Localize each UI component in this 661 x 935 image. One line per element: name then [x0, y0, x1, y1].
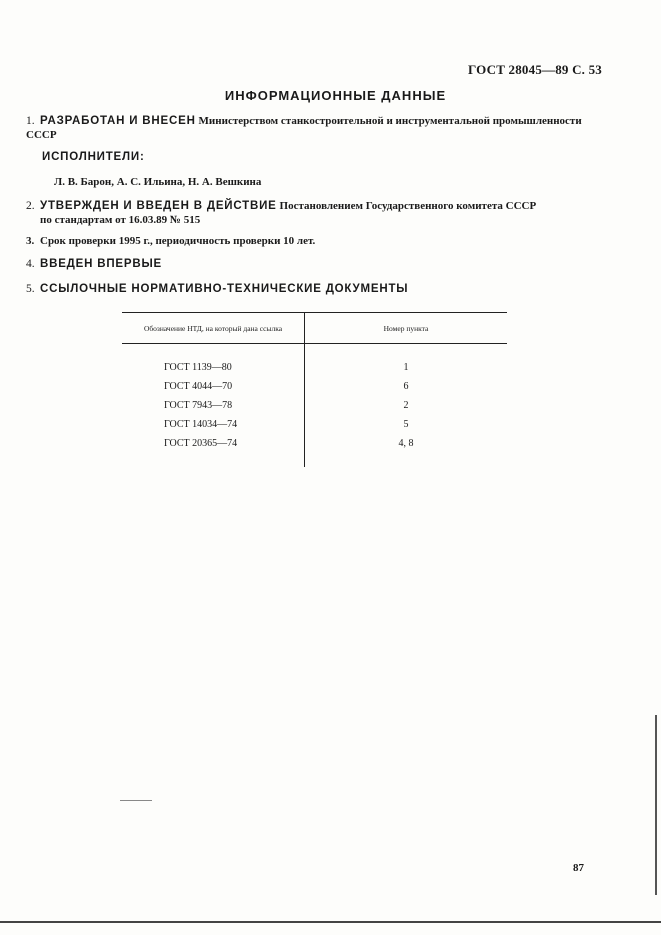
document-cell: ГОСТ 1139—80 — [122, 358, 305, 377]
document-code-header: ГОСТ 28045—89 С. 53 — [468, 62, 602, 77]
item-check-period — [26, 234, 596, 248]
executors-names: Л. В. Барон, А. С. Ильина, Н. А. Вешкина — [54, 176, 262, 188]
table-row — [122, 415, 507, 434]
clause-cell: 6 — [403, 381, 409, 392]
table-row — [122, 434, 507, 453]
table-row — [122, 377, 507, 396]
item-approved — [26, 199, 596, 227]
document-cell: ГОСТ 7943—78 — [122, 396, 305, 415]
item-lead: ВВЕДЕН ВПЕРВЫЕ — [40, 258, 162, 270]
table-row — [122, 358, 507, 377]
column-header-clause: Номер пункта — [305, 313, 508, 344]
references-table — [122, 312, 507, 467]
document-cell: ГОСТ 20365—74 — [122, 434, 305, 453]
item-text: Постановлением Государственного комитета СССР — [279, 200, 537, 212]
clause-cell: 1 — [403, 362, 409, 373]
table-header-row — [122, 313, 507, 344]
document-cell: ГОСТ 14034—74 — [122, 415, 305, 434]
column-header-document: Обозначение НТД, на который дана ссылка — [122, 313, 305, 344]
item-number: 5. — [26, 283, 35, 295]
item-text: Министерством станкостроительной и инструментальной промышленности СССР — [26, 115, 582, 141]
table-row — [122, 396, 507, 415]
item-developed — [26, 114, 596, 142]
item-lead: РАЗРАБОТАН И ВНЕСЕН — [40, 115, 196, 127]
scan-artifact — [120, 800, 152, 801]
item-number: 2. — [26, 200, 35, 212]
item-references — [26, 282, 596, 296]
scan-edge-line — [0, 921, 661, 923]
item-lead: УТВЕРЖДЕН И ВВЕДЕН В ДЕЙСТВИЕ — [40, 200, 277, 212]
item-introduced — [26, 257, 596, 271]
item-number: 3. — [26, 235, 35, 247]
executors-label — [42, 150, 612, 164]
clause-cell: 4, 8 — [398, 438, 414, 449]
item-text: Срок проверки 1995 г., периодичность проверки 10 лет. — [40, 235, 316, 247]
item-number: 1. — [26, 115, 35, 127]
executors-heading: ИСПОЛНИТЕЛИ: — [42, 151, 145, 163]
page-title: ИНФОРМАЦИОННЫЕ ДАННЫЕ — [224, 88, 447, 103]
clause-cell: 5 — [403, 419, 409, 430]
document-cell: ГОСТ 4044—70 — [122, 377, 305, 396]
clause-cell: 2 — [403, 400, 409, 411]
item-number: 4. — [26, 258, 35, 270]
scan-edge-mark — [655, 715, 657, 895]
item-text-line2: по стандартам от 16.03.89 № 515 — [40, 214, 201, 226]
page-number: 87 — [573, 862, 584, 874]
item-lead: ССЫЛОЧНЫЕ НОРМАТИВНО-ТЕХНИЧЕСКИЕ ДОКУМЕНТЫ — [40, 283, 409, 295]
